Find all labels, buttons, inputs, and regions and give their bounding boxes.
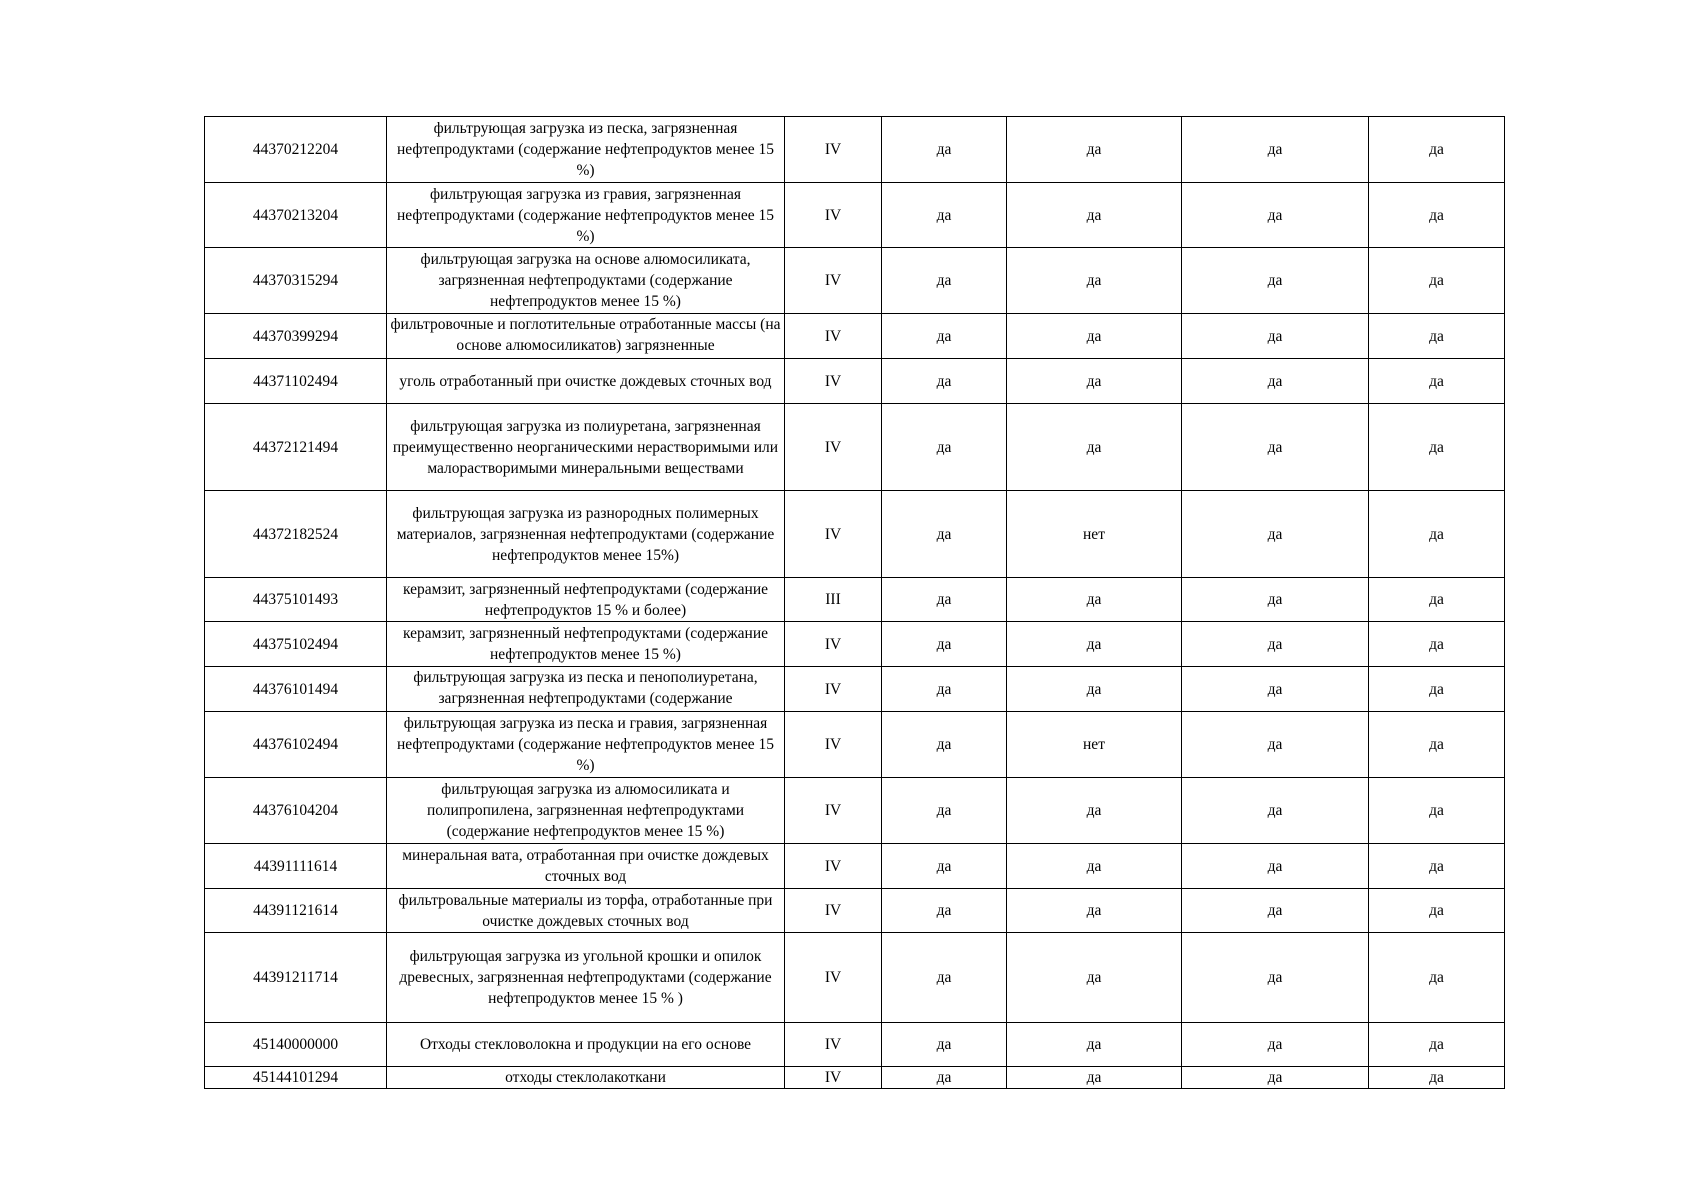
hazard-class-cell: IV [785,1067,882,1089]
hazard-class-cell: IV [785,248,882,314]
waste-description-cell: фильтрующая загрузка из разнородных полимерных материалов, загрязненная нефтепродуктами (содержание нефтепродуктов менее 15%) [387,491,785,578]
flag-cell-1: да [882,778,1007,844]
flag-cell-4: да [1369,667,1505,712]
hazard-class-cell: IV [785,314,882,359]
table-row [205,778,1505,844]
table-row [205,1023,1505,1067]
hazard-class-cell: IV [785,183,882,248]
hazard-class-cell: IV [785,712,882,778]
flag-cell-1: да [882,359,1007,404]
flag-cell-1: да [882,117,1007,183]
flag-cell-2: да [1007,889,1182,933]
waste-description-cell: фильтрующая загрузка из песка, загрязненная нефтепродуктами (содержание нефтепродуктов менее 15 %) [387,117,785,183]
flag-cell-3: да [1182,183,1369,248]
flag-cell-4: да [1369,491,1505,578]
flag-cell-4: да [1369,844,1505,889]
table-row [205,933,1505,1023]
waste-code-cell: 44372121494 [205,404,387,491]
table-row [205,667,1505,712]
flag-cell-1: да [882,1023,1007,1067]
flag-cell-3: да [1182,778,1369,844]
hazard-class-cell: IV [785,778,882,844]
table-row [205,844,1505,889]
flag-cell-2: да [1007,248,1182,314]
waste-description-cell [387,667,785,712]
waste-code-cell: 44391211714 [205,933,387,1023]
flag-cell-3: да [1182,889,1369,933]
waste-description-cell: керамзит, загрязненный нефтепродуктами (содержание нефтепродуктов 15 % и более) [387,578,785,622]
hazard-class-cell: IV [785,844,882,889]
flag-cell-1: да [882,844,1007,889]
flag-cell-2: да [1007,622,1182,667]
waste-code-cell: 44375101493 [205,578,387,622]
waste-code-cell: 44375102494 [205,622,387,667]
waste-description-cell: минеральная вата, отработанная при очистке дождевых сточных вод [387,844,785,889]
flag-cell-4: да [1369,578,1505,622]
flag-cell-3: да [1182,1067,1369,1089]
flag-cell-2: да [1007,578,1182,622]
table-row [205,1067,1505,1089]
waste-code-cell: 44370213204 [205,183,387,248]
table-row [205,314,1505,359]
waste-code-cell: 44391121614 [205,889,387,933]
flag-cell-2: нет [1007,712,1182,778]
flag-cell-1: да [882,248,1007,314]
hazard-class-cell: IV [785,622,882,667]
hazard-class-cell: IV [785,933,882,1023]
flag-cell-1: да [882,404,1007,491]
waste-code-cell: 45144101294 [205,1067,387,1089]
flag-cell-4: да [1369,248,1505,314]
table-row [205,404,1505,491]
table-row [205,578,1505,622]
waste-description-cell: уголь отработанный при очистке дождевых сточных вод [387,359,785,404]
flag-cell-4: да [1369,314,1505,359]
flag-cell-3: да [1182,712,1369,778]
flag-cell-1: да [882,491,1007,578]
flag-cell-4: да [1369,933,1505,1023]
waste-description-cell: фильтрующая загрузка из полиуретана, загрязненная преимущественно неорганическими нерастворимыми или малорастворимыми минеральными веществами [387,404,785,491]
waste-code-cell: 44391111614 [205,844,387,889]
flag-cell-2: да [1007,183,1182,248]
flag-cell-1: да [882,889,1007,933]
waste-code-cell: 45140000000 [205,1023,387,1067]
flag-cell-4: да [1369,1023,1505,1067]
hazard-class-cell: IV [785,1023,882,1067]
waste-code-cell: 44371102494 [205,359,387,404]
flag-cell-4: да [1369,1067,1505,1089]
table-row [205,622,1505,667]
flag-cell-2: да [1007,117,1182,183]
waste-code-cell: 44370399294 [205,314,387,359]
hazard-class-cell: IV [785,117,882,183]
hazard-class-cell: IV [785,889,882,933]
flag-cell-3: да [1182,844,1369,889]
flag-cell-3: да [1182,578,1369,622]
table-body [205,117,1505,1089]
flag-cell-4: да [1369,712,1505,778]
flag-cell-3: да [1182,1023,1369,1067]
hazard-class-cell: IV [785,491,882,578]
flag-cell-1: да [882,1067,1007,1089]
flag-cell-2: да [1007,844,1182,889]
table-row [205,117,1505,183]
waste-description-text: фильтрующая загрузка из песка и пенополиуретана, загрязненная нефтепродуктами (содержание [413,669,758,707]
flag-cell-3: да [1182,359,1369,404]
waste-code-cell: 44370212204 [205,117,387,183]
waste-description-cell: отходы стеклолакоткани [387,1067,785,1089]
flag-cell-3: да [1182,248,1369,314]
flag-cell-3: да [1182,117,1369,183]
waste-description-cell: Отходы стекловолокна и продукции на его основе [387,1023,785,1067]
hazard-class-cell: IV [785,404,882,491]
waste-description-cell: фильтровальные материалы из торфа, отработанные при очистке дождевых сточных вод [387,889,785,933]
flag-cell-3: да [1182,933,1369,1023]
waste-code-cell: 44376101494 [205,667,387,712]
flag-cell-3: да [1182,667,1369,712]
flag-cell-1: да [882,314,1007,359]
waste-description-cell: фильтрующая загрузка из песка и гравия, загрязненная нефтепродуктами (содержание нефтепродуктов менее 15 %) [387,712,785,778]
flag-cell-4: да [1369,622,1505,667]
flag-cell-2: да [1007,933,1182,1023]
flag-cell-2: да [1007,778,1182,844]
table-row [205,712,1505,778]
hazard-class-cell: IV [785,667,882,712]
flag-cell-4: да [1369,889,1505,933]
flag-cell-3: да [1182,404,1369,491]
flag-cell-4: да [1369,359,1505,404]
waste-table [204,116,1505,1089]
flag-cell-3: да [1182,314,1369,359]
table-row [205,359,1505,404]
table-row [205,491,1505,578]
flag-cell-3: да [1182,491,1369,578]
waste-code-cell: 44376104204 [205,778,387,844]
flag-cell-2: да [1007,1067,1182,1089]
flag-cell-1: да [882,183,1007,248]
table-row [205,248,1505,314]
table-row [205,183,1505,248]
waste-description-cell: фильтрующая загрузка на основе алюмосиликата, загрязненная нефтепродуктами (содержание нефтепродуктов менее 15 %) [387,248,785,314]
flag-cell-2: да [1007,1023,1182,1067]
flag-cell-1: да [882,933,1007,1023]
waste-description-cell: фильтрующая загрузка из алюмосиликата и полипропилена, загрязненная нефтепродуктами (содержание нефтепродуктов менее 15 %) [387,778,785,844]
flag-cell-2: да [1007,359,1182,404]
waste-code-cell: 44370315294 [205,248,387,314]
flag-cell-1: да [882,578,1007,622]
hazard-class-cell: IV [785,359,882,404]
waste-code-cell: 44376102494 [205,712,387,778]
waste-description-cell: фильтрующая загрузка из гравия, загрязненная нефтепродуктами (содержание нефтепродуктов менее 15 %) [387,183,785,248]
flag-cell-4: да [1369,183,1505,248]
flag-cell-1: да [882,667,1007,712]
flag-cell-2: да [1007,404,1182,491]
table-row [205,889,1505,933]
waste-description-cell: керамзит, загрязненный нефтепродуктами (содержание нефтепродуктов менее 15 %) [387,622,785,667]
flag-cell-4: да [1369,404,1505,491]
waste-description-text: фильтровочные и поглотительные отработанные массы (на основе алюмосиликатов) загрязненные [390,316,781,354]
waste-description-cell [387,314,785,359]
waste-code-cell: 44372182524 [205,491,387,578]
flag-cell-1: да [882,712,1007,778]
flag-cell-3: да [1182,622,1369,667]
flag-cell-4: да [1369,117,1505,183]
flag-cell-1: да [882,622,1007,667]
flag-cell-2: да [1007,667,1182,712]
flag-cell-4: да [1369,778,1505,844]
flag-cell-2: нет [1007,491,1182,578]
waste-description-cell: фильтрующая загрузка из угольной крошки и опилок древесных, загрязненная нефтепродуктами (содержание нефтепродуктов менее 15 % ) [387,933,785,1023]
hazard-class-cell: III [785,578,882,622]
flag-cell-2: да [1007,314,1182,359]
